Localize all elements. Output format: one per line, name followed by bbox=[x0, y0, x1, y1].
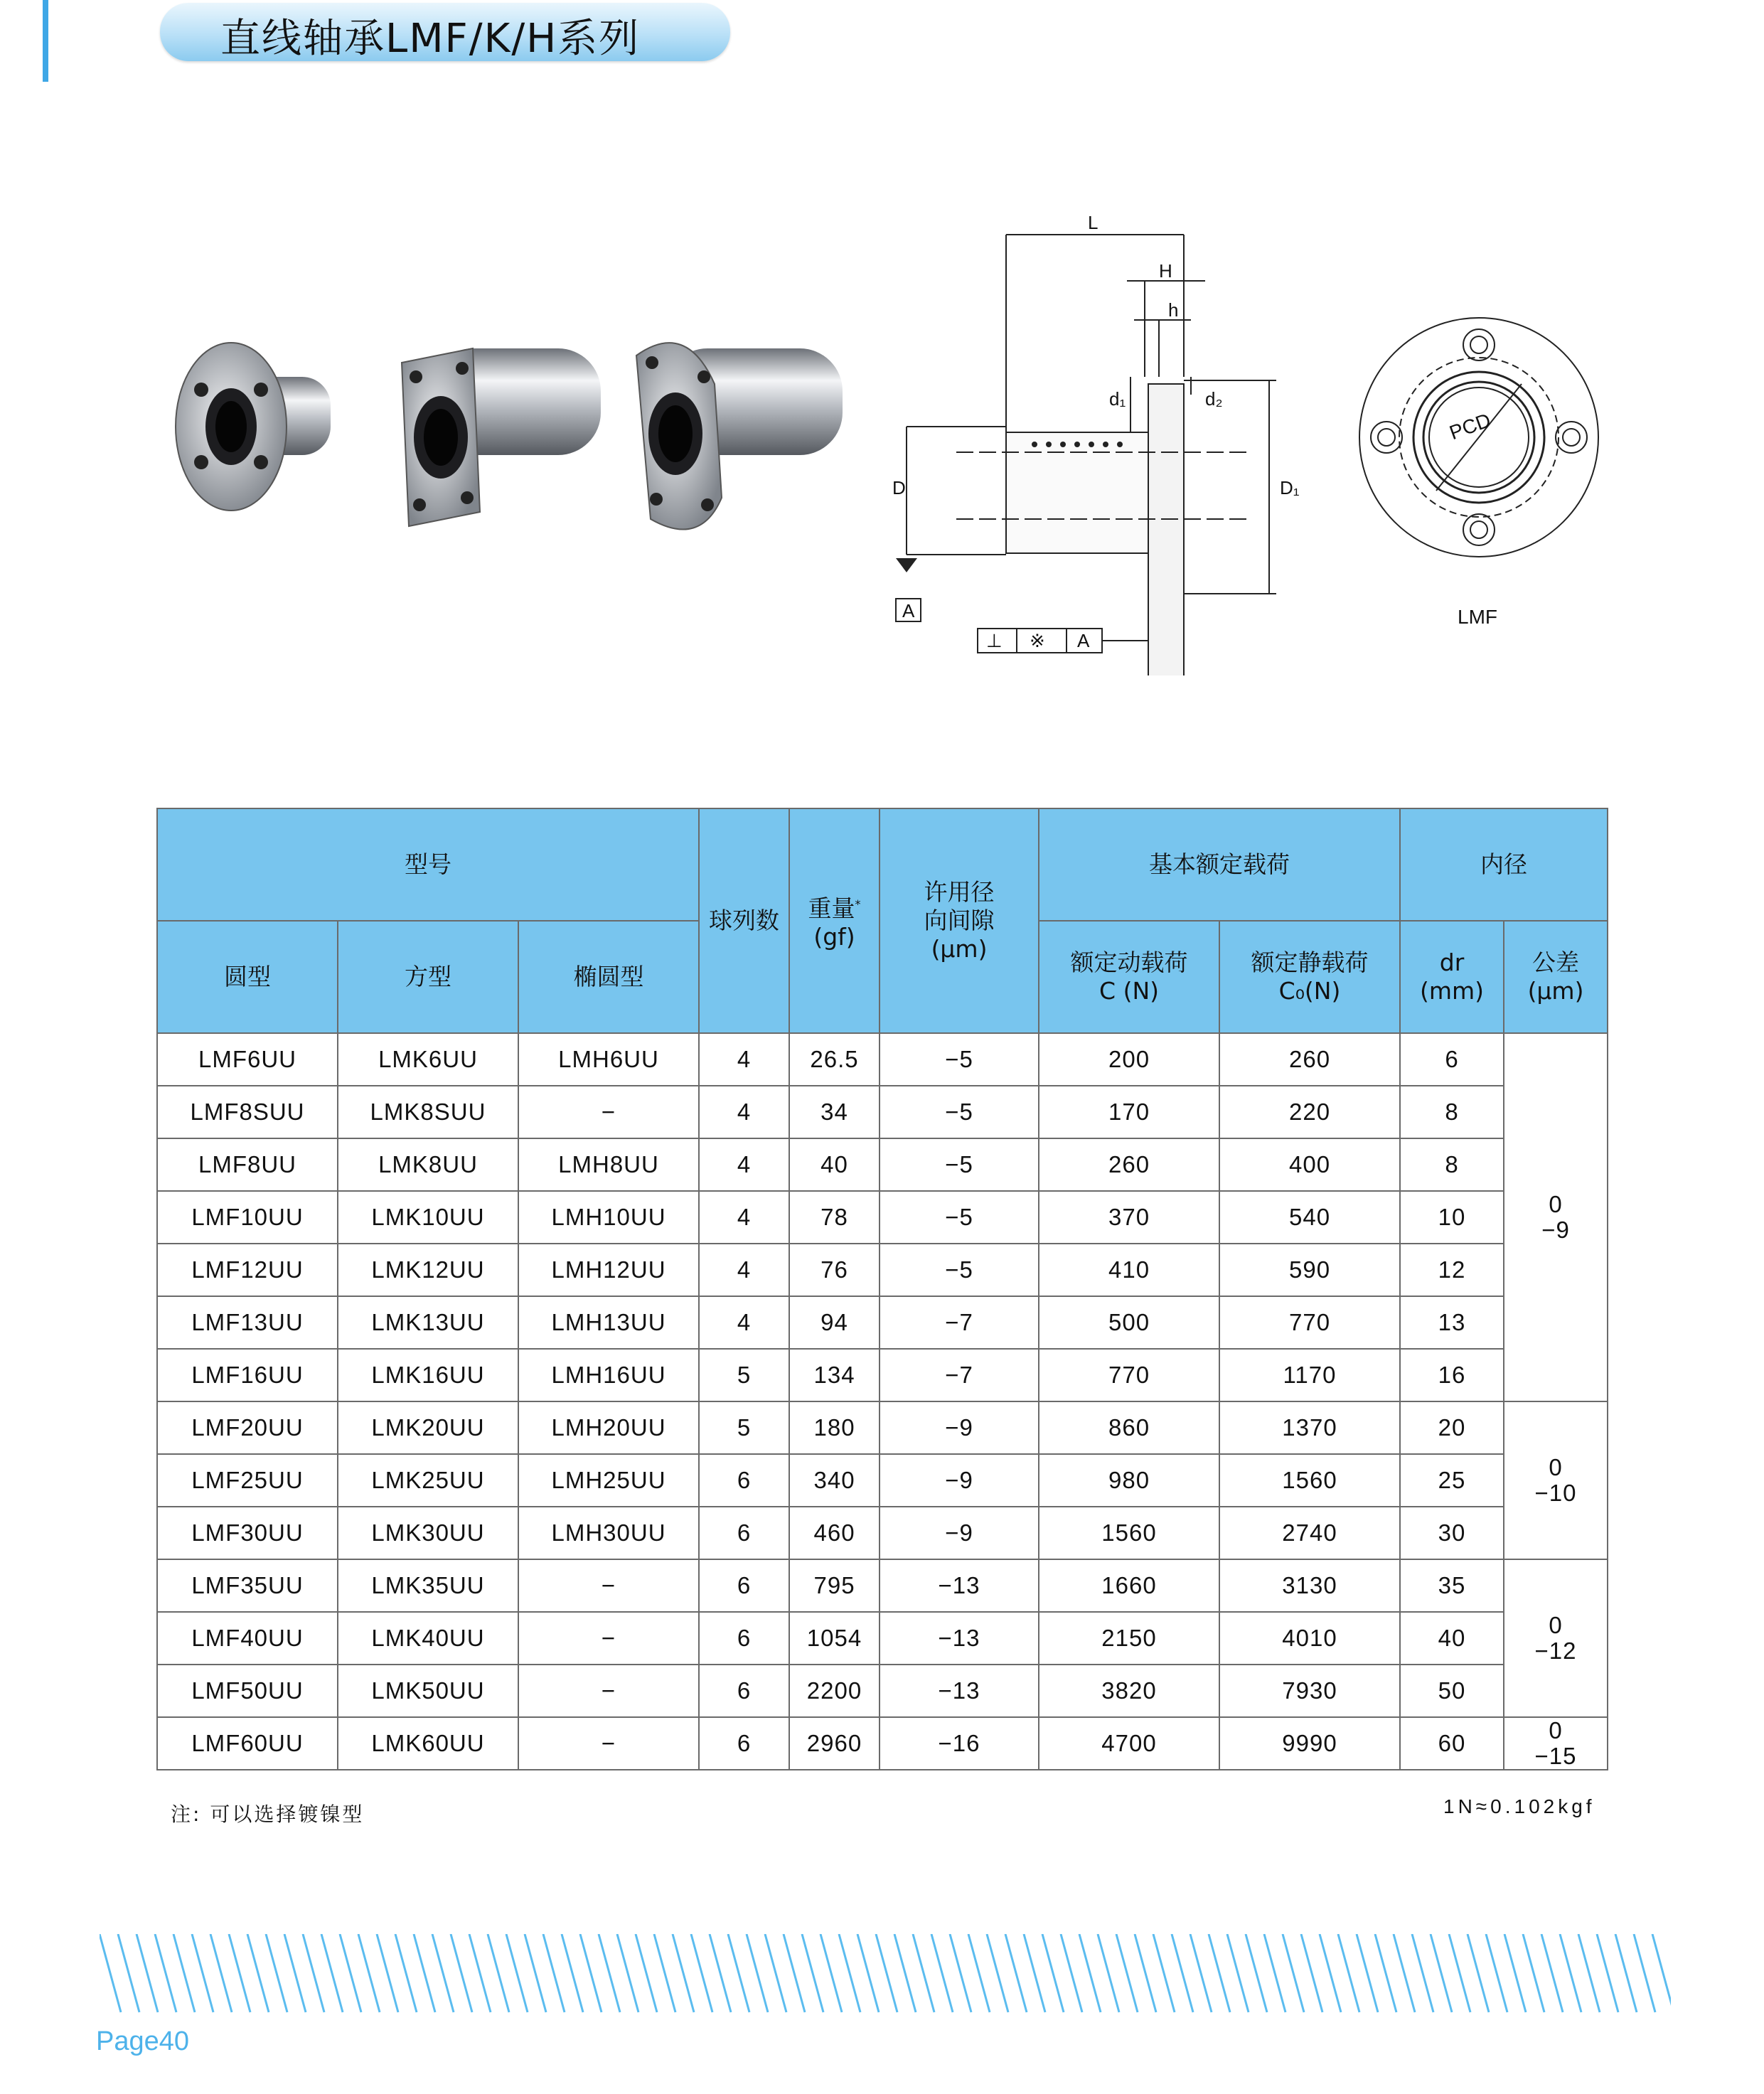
cell-square: LMK10UU bbox=[338, 1191, 518, 1244]
table-row bbox=[157, 1665, 1608, 1717]
photo-square-flange bbox=[402, 348, 601, 526]
cell-static: 4010 bbox=[1219, 1612, 1400, 1665]
cell-weight: 34 bbox=[789, 1086, 880, 1138]
cell-rows: 4 bbox=[699, 1138, 789, 1191]
tolerance-upper: 0 bbox=[1549, 1612, 1563, 1638]
header-dynamic: 额定动载荷 C (N) bbox=[1039, 921, 1219, 1033]
table-row bbox=[157, 1033, 1608, 1086]
cell-square: LMK12UU bbox=[338, 1244, 518, 1296]
footnote: 注: 可以选择镀镍型 bbox=[171, 1802, 365, 1826]
cell-weight: 26.5 bbox=[789, 1033, 880, 1086]
cell-dynamic: 260 bbox=[1039, 1138, 1219, 1191]
tol-datum: A bbox=[1077, 630, 1090, 651]
cell-oval: LMH12UU bbox=[518, 1244, 699, 1296]
tolerance-upper: 0 bbox=[1549, 1717, 1563, 1743]
cell-square: LMK6UU bbox=[338, 1033, 518, 1086]
front-view-caption: LMF bbox=[1458, 606, 1497, 628]
cell-square: LMK50UU bbox=[338, 1665, 518, 1717]
cell-clearance: −13 bbox=[880, 1559, 1039, 1612]
cell-round: LMF20UU bbox=[157, 1401, 338, 1454]
cell-static: 7930 bbox=[1219, 1665, 1400, 1717]
table-row bbox=[157, 1717, 1608, 1770]
cell-square: LMK16UU bbox=[338, 1349, 518, 1401]
cell-dynamic: 3820 bbox=[1039, 1665, 1219, 1717]
table-row bbox=[157, 1138, 1608, 1191]
cell-static: 540 bbox=[1219, 1191, 1400, 1244]
dim-d2: d₂ bbox=[1205, 388, 1223, 410]
cell-dynamic: 1660 bbox=[1039, 1559, 1219, 1612]
cell-dynamic: 980 bbox=[1039, 1454, 1219, 1507]
tol-symbol: ※ bbox=[1030, 630, 1045, 651]
spec-table bbox=[156, 808, 1608, 1770]
cell-rows: 4 bbox=[699, 1033, 789, 1086]
cell-square: LMK8SUU bbox=[338, 1086, 518, 1138]
cell-static: 2740 bbox=[1219, 1507, 1400, 1559]
cell-oval: − bbox=[518, 1717, 699, 1770]
side-view-drawing bbox=[878, 206, 1319, 675]
header-dr: dr (mm) bbox=[1400, 921, 1504, 1033]
cell-round: LMF40UU bbox=[157, 1612, 338, 1665]
cell-round: LMF16UU bbox=[157, 1349, 338, 1401]
cell-round: LMF60UU bbox=[157, 1717, 338, 1770]
cell-weight: 78 bbox=[789, 1191, 880, 1244]
page-title: 直线轴承LMF/K/H系列 bbox=[220, 16, 641, 62]
cell-dr: 50 bbox=[1400, 1665, 1504, 1717]
table-row bbox=[157, 1612, 1608, 1665]
cell-rows: 6 bbox=[699, 1507, 789, 1559]
cell-weight: 180 bbox=[789, 1401, 880, 1454]
table-row bbox=[157, 1191, 1608, 1244]
header-clearance: 许用径 向间隙 (μm) bbox=[880, 808, 1039, 1033]
cell-oval: LMH10UU bbox=[518, 1191, 699, 1244]
cell-static: 590 bbox=[1219, 1244, 1400, 1296]
cell-weight: 2960 bbox=[789, 1717, 880, 1770]
cell-round: LMF25UU bbox=[157, 1454, 338, 1507]
cell-rows: 4 bbox=[699, 1244, 789, 1296]
cell-rows: 4 bbox=[699, 1086, 789, 1138]
cell-dynamic: 2150 bbox=[1039, 1612, 1219, 1665]
spec-table-body bbox=[157, 1033, 1608, 1770]
cell-rows: 5 bbox=[699, 1401, 789, 1454]
cell-static: 220 bbox=[1219, 1086, 1400, 1138]
tolerance-lower: −15 bbox=[1534, 1743, 1577, 1769]
header-round: 圆型 bbox=[157, 921, 338, 1033]
cell-dr: 8 bbox=[1400, 1086, 1504, 1138]
cell-tolerance bbox=[1504, 1717, 1608, 1770]
cell-oval: LMH8UU bbox=[518, 1138, 699, 1191]
cell-dynamic: 770 bbox=[1039, 1349, 1219, 1401]
cell-static: 9990 bbox=[1219, 1717, 1400, 1770]
cell-static: 260 bbox=[1219, 1033, 1400, 1086]
cell-dr: 20 bbox=[1400, 1401, 1504, 1454]
cell-dr: 35 bbox=[1400, 1559, 1504, 1612]
cell-clearance: −9 bbox=[880, 1507, 1039, 1559]
cell-square: LMK20UU bbox=[338, 1401, 518, 1454]
header-bore: 内径 bbox=[1400, 808, 1608, 921]
cell-dr: 10 bbox=[1400, 1191, 1504, 1244]
cell-clearance: −5 bbox=[880, 1086, 1039, 1138]
cell-rows: 6 bbox=[699, 1454, 789, 1507]
front-view-drawing bbox=[1351, 313, 1614, 633]
page-number: Page40 bbox=[96, 2026, 190, 2056]
cell-oval: LMH16UU bbox=[518, 1349, 699, 1401]
table-row bbox=[157, 1349, 1608, 1401]
header-model: 型号 bbox=[157, 808, 699, 921]
cell-weight: 134 bbox=[789, 1349, 880, 1401]
cell-weight: 2200 bbox=[789, 1665, 880, 1717]
cell-square: LMK35UU bbox=[338, 1559, 518, 1612]
decorative-hatch bbox=[100, 1934, 1671, 2019]
dim-L: L bbox=[1088, 212, 1099, 233]
cell-clearance: −5 bbox=[880, 1244, 1039, 1296]
cell-rows: 6 bbox=[699, 1612, 789, 1665]
cell-dr: 12 bbox=[1400, 1244, 1504, 1296]
cell-round: LMF35UU bbox=[157, 1559, 338, 1612]
table-row bbox=[157, 1401, 1608, 1454]
table-row bbox=[157, 1244, 1608, 1296]
cell-round: LMF13UU bbox=[157, 1296, 338, 1349]
cell-square: LMK60UU bbox=[338, 1717, 518, 1770]
cell-dynamic: 170 bbox=[1039, 1086, 1219, 1138]
cell-clearance: −16 bbox=[880, 1717, 1039, 1770]
table-row bbox=[157, 1454, 1608, 1507]
cell-clearance: −9 bbox=[880, 1454, 1039, 1507]
cell-clearance: −5 bbox=[880, 1138, 1039, 1191]
cell-oval: LMH25UU bbox=[518, 1454, 699, 1507]
dim-d1: d₁ bbox=[1109, 388, 1126, 410]
cell-dr: 25 bbox=[1400, 1454, 1504, 1507]
cell-static: 1370 bbox=[1219, 1401, 1400, 1454]
cell-round: LMF6UU bbox=[157, 1033, 338, 1086]
cell-clearance: −9 bbox=[880, 1401, 1039, 1454]
cell-oval: − bbox=[518, 1559, 699, 1612]
cell-dr: 40 bbox=[1400, 1612, 1504, 1665]
cell-clearance: −7 bbox=[880, 1296, 1039, 1349]
cell-dynamic: 200 bbox=[1039, 1033, 1219, 1086]
cell-oval: LMH30UU bbox=[518, 1507, 699, 1559]
table-row bbox=[157, 1296, 1608, 1349]
dim-H: H bbox=[1159, 260, 1172, 282]
cell-round: LMF50UU bbox=[157, 1665, 338, 1717]
cell-tolerance bbox=[1504, 1559, 1608, 1717]
cell-weight: 460 bbox=[789, 1507, 880, 1559]
cell-static: 1170 bbox=[1219, 1349, 1400, 1401]
dim-D: D bbox=[892, 477, 906, 498]
cell-round: LMF30UU bbox=[157, 1507, 338, 1559]
cell-weight: 795 bbox=[789, 1559, 880, 1612]
cell-dynamic: 1560 bbox=[1039, 1507, 1219, 1559]
tolerance-upper: 0 bbox=[1549, 1454, 1563, 1480]
cell-clearance: −7 bbox=[880, 1349, 1039, 1401]
pcd-label: PCD bbox=[1446, 408, 1494, 444]
product-photos bbox=[174, 334, 857, 547]
cell-static: 1560 bbox=[1219, 1454, 1400, 1507]
cell-dr: 8 bbox=[1400, 1138, 1504, 1191]
photo-oval-flange bbox=[636, 343, 843, 529]
table-row bbox=[157, 1086, 1608, 1138]
cell-oval: − bbox=[518, 1612, 699, 1665]
cell-round: LMF8SUU bbox=[157, 1086, 338, 1138]
cell-square: LMK30UU bbox=[338, 1507, 518, 1559]
photo-round-flange bbox=[176, 343, 331, 511]
cell-oval: LMH6UU bbox=[518, 1033, 699, 1086]
cell-dynamic: 370 bbox=[1039, 1191, 1219, 1244]
header-weight: 重量* (gf) bbox=[789, 808, 880, 1033]
perp-symbol: ⊥ bbox=[986, 630, 1003, 651]
cell-round: LMF8UU bbox=[157, 1138, 338, 1191]
cell-weight: 76 bbox=[789, 1244, 880, 1296]
cell-clearance: −13 bbox=[880, 1612, 1039, 1665]
cell-oval: LMH20UU bbox=[518, 1401, 699, 1454]
dim-h: h bbox=[1168, 299, 1179, 321]
cell-rows: 6 bbox=[699, 1717, 789, 1770]
cell-rows: 6 bbox=[699, 1559, 789, 1612]
cell-rows: 5 bbox=[699, 1349, 789, 1401]
cell-square: LMK13UU bbox=[338, 1296, 518, 1349]
cell-static: 400 bbox=[1219, 1138, 1400, 1191]
header-tolerance: 公差 (μm) bbox=[1504, 921, 1608, 1033]
cell-clearance: −5 bbox=[880, 1191, 1039, 1244]
cell-static: 3130 bbox=[1219, 1559, 1400, 1612]
cell-rows: 6 bbox=[699, 1665, 789, 1717]
cell-dr: 6 bbox=[1400, 1033, 1504, 1086]
cell-square: LMK40UU bbox=[338, 1612, 518, 1665]
tolerance-lower: −9 bbox=[1541, 1217, 1570, 1243]
header-oval: 椭圆型 bbox=[518, 921, 699, 1033]
cell-dr: 30 bbox=[1400, 1507, 1504, 1559]
cell-oval: − bbox=[518, 1665, 699, 1717]
header-static: 额定静载荷 C₀(N) bbox=[1219, 921, 1400, 1033]
unit-conversion: 1N≈0.102kgf bbox=[1443, 1795, 1595, 1817]
cell-dr: 13 bbox=[1400, 1296, 1504, 1349]
cell-dynamic: 500 bbox=[1039, 1296, 1219, 1349]
cell-dr: 16 bbox=[1400, 1349, 1504, 1401]
cell-round: LMF12UU bbox=[157, 1244, 338, 1296]
cell-dynamic: 4700 bbox=[1039, 1717, 1219, 1770]
cell-round: LMF10UU bbox=[157, 1191, 338, 1244]
table-row bbox=[157, 1559, 1608, 1612]
cell-weight: 340 bbox=[789, 1454, 880, 1507]
cell-clearance: −13 bbox=[880, 1665, 1039, 1717]
cell-square: LMK25UU bbox=[338, 1454, 518, 1507]
cell-rows: 4 bbox=[699, 1191, 789, 1244]
header-ball-rows: 球列数 bbox=[699, 808, 789, 1033]
tolerance-lower: −12 bbox=[1534, 1638, 1577, 1664]
tolerance-upper: 0 bbox=[1549, 1191, 1563, 1217]
cell-square: LMK8UU bbox=[338, 1138, 518, 1191]
cell-dynamic: 860 bbox=[1039, 1401, 1219, 1454]
table-row bbox=[157, 1507, 1608, 1559]
dim-D1: D₁ bbox=[1280, 477, 1300, 498]
datum-A: A bbox=[902, 600, 915, 621]
header-load: 基本额定载荷 bbox=[1039, 808, 1400, 921]
cell-weight: 94 bbox=[789, 1296, 880, 1349]
header-square: 方型 bbox=[338, 921, 518, 1033]
cell-weight: 40 bbox=[789, 1138, 880, 1191]
cell-dynamic: 410 bbox=[1039, 1244, 1219, 1296]
accent-bar bbox=[43, 0, 48, 82]
cell-weight: 1054 bbox=[789, 1612, 880, 1665]
cell-clearance: −5 bbox=[880, 1033, 1039, 1086]
cell-tolerance bbox=[1504, 1401, 1608, 1559]
tolerance-lower: −10 bbox=[1534, 1480, 1577, 1506]
cell-static: 770 bbox=[1219, 1296, 1400, 1349]
cell-oval: LMH13UU bbox=[518, 1296, 699, 1349]
cell-oval: − bbox=[518, 1086, 699, 1138]
cell-rows: 4 bbox=[699, 1296, 789, 1349]
cell-tolerance bbox=[1504, 1033, 1608, 1401]
cell-dr: 60 bbox=[1400, 1717, 1504, 1770]
